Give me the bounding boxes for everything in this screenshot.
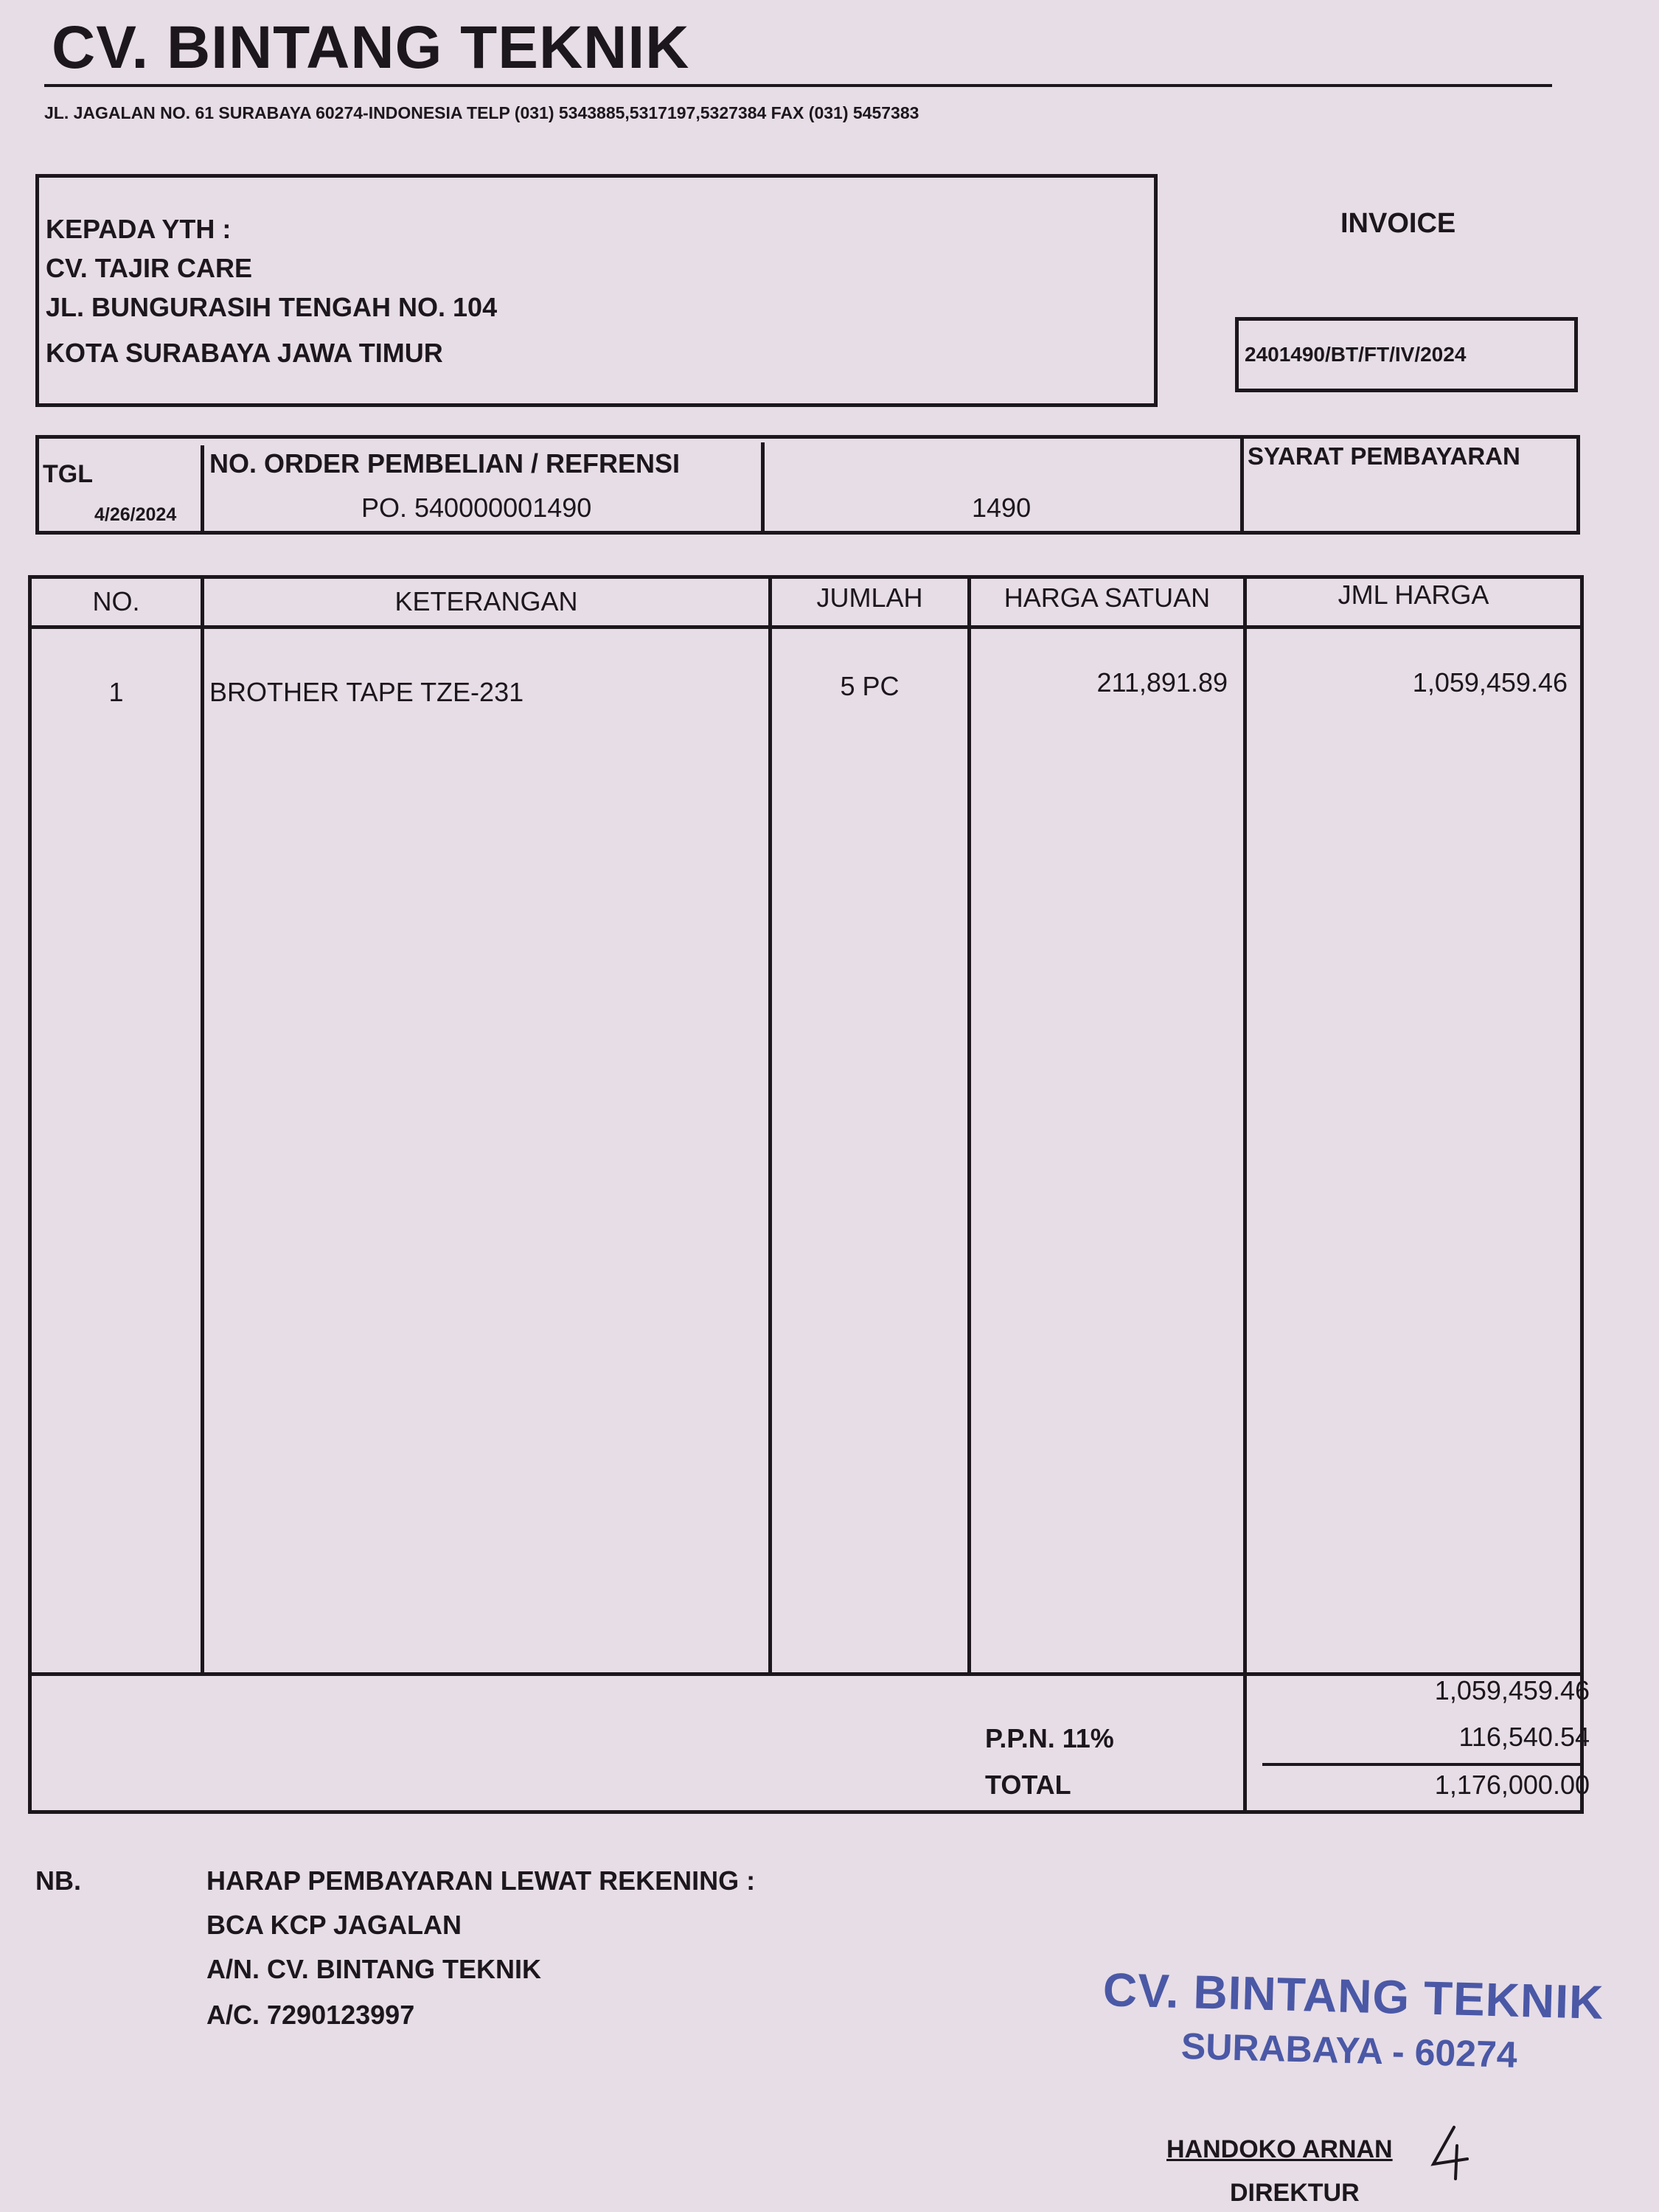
note-account-name: A/N. CV. BINTANG TEKNIK	[206, 1954, 542, 1984]
header-divider	[44, 84, 1552, 87]
header-jml-harga: JML HARGA	[1338, 580, 1489, 610]
header-harga-satuan: HARGA SATUAN	[1004, 582, 1211, 613]
recipient-label: KEPADA YTH :	[46, 214, 232, 244]
stamp-city: SURABAYA - 60274	[1180, 2025, 1518, 2076]
signer-title: DIREKTUR	[1230, 2179, 1360, 2207]
row-description: BROTHER TAPE TZE-231	[209, 677, 524, 707]
note-instruction: HARAP PEMBAYARAN LEWAT REKENING :	[206, 1865, 756, 1896]
table-header-line	[32, 625, 1580, 629]
subtotal-value: 1,059,459.46	[1434, 1675, 1590, 1705]
order-info-divider	[761, 442, 765, 535]
ppn-value: 116,540.54	[1458, 1722, 1590, 1752]
column-divider	[768, 579, 772, 1672]
note-bank: BCA KCP JAGALAN	[206, 1910, 462, 1940]
recipient-city: KOTA SURABAYA JAWA TIMUR	[46, 338, 443, 368]
total-label: TOTAL	[985, 1770, 1071, 1800]
items-table	[28, 575, 1584, 1814]
company-name: CV. BINTANG TEKNIK	[52, 14, 690, 81]
row-quantity: 5 PC	[840, 671, 900, 701]
header-keterangan: KETERANGAN	[394, 586, 578, 616]
invoice-title: INVOICE	[1340, 208, 1456, 239]
column-divider	[1243, 579, 1247, 1810]
header-jumlah: JUMLAH	[816, 582, 923, 613]
ref-value: 1490	[972, 493, 1032, 523]
tgl-value: 4/26/2024	[94, 504, 177, 525]
company-address: JL. JAGALAN NO. 61 SURABAYA 60274-INDONESIA TELP (031) 5343885,5317197,5327384 FAX (031) 5457383	[44, 103, 919, 122]
nb-label: NB.	[35, 1865, 81, 1896]
recipient-box	[35, 174, 1158, 407]
tgl-label: TGL	[43, 460, 93, 488]
total-value: 1,176,000.00	[1434, 1770, 1590, 1800]
company-stamp	[1101, 1962, 1604, 2079]
stamp-company: CV. BINTANG TEKNIK	[1102, 1963, 1605, 2029]
header-no: NO.	[92, 586, 140, 616]
order-info-divider	[1240, 435, 1244, 535]
column-divider	[201, 579, 204, 1672]
signer-name: HANDOKO ARNAN	[1166, 2135, 1393, 2163]
invoice-number: 2401490/BT/FT/IV/2024	[1245, 343, 1467, 366]
row-unit-price: 211,891.89	[1096, 667, 1228, 698]
recipient-name: CV. TAJIR CARE	[46, 253, 253, 283]
ppn-label: P.P.N. 11%	[985, 1723, 1114, 1753]
total-divider-line	[1262, 1763, 1580, 1766]
signature-mark-icon	[1425, 2124, 1476, 2183]
column-divider	[967, 579, 971, 1672]
order-label: NO. ORDER PEMBELIAN / REFRENSI	[209, 448, 681, 479]
payment-terms-label: SYARAT PEMBAYARAN	[1248, 442, 1520, 470]
recipient-street: JL. BUNGURASIH TENGAH NO. 104	[46, 292, 498, 322]
order-info-divider	[201, 445, 204, 535]
note-account-number: A/C. 7290123997	[206, 2000, 415, 2030]
row-amount: 1,059,459.46	[1412, 667, 1568, 698]
order-value: PO. 540000001490	[361, 493, 592, 523]
row-no: 1	[108, 677, 124, 707]
